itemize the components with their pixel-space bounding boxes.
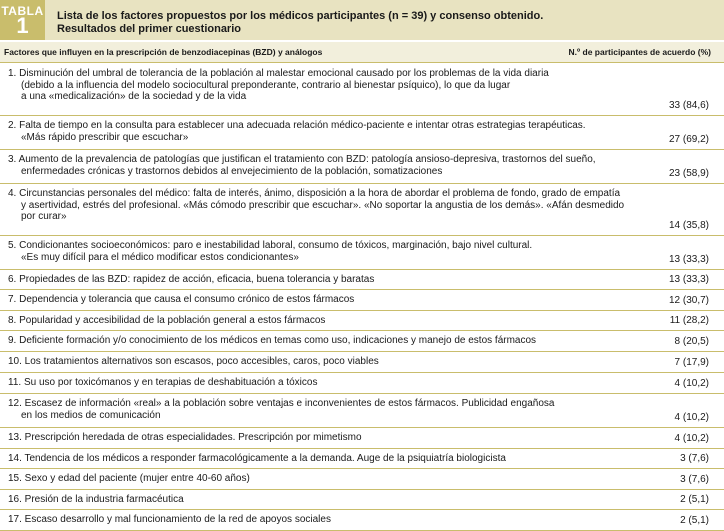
factor-text-line: «Es muy difícil para el médico modificar estos condicionantes»: [21, 251, 299, 263]
factor-text-line: 10. Los tratamientos alternativos son escasos, poco accesibles, caros, poco viables: [8, 356, 379, 367]
factor-text-line: (debido a la influencia del modelo sociocultural preponderante, contrario al bienestar psíquico), lo que da lugar: [21, 79, 511, 91]
participant-count: 11 (28,2): [669, 315, 709, 327]
factor-text: [8, 154, 596, 177]
participant-count: 7 (17,9): [674, 357, 709, 369]
factor-text-line: 3. Aumento de la prevalencia de patologías que justifican el tratamiento con BZD: patología ansioso-depresiva, trastornos del sueño,: [8, 154, 596, 165]
factor-text-line: 17. Escaso desarrollo y mal funcionamiento de la red de apoyos sociales: [8, 514, 331, 525]
table-row: [0, 352, 724, 373]
table-row: [0, 116, 724, 150]
participant-count: 8 (20,5): [674, 336, 709, 348]
participant-count: 2 (5,1): [680, 494, 709, 506]
participant-count: 3 (7,6): [680, 453, 709, 465]
participant-count: 12 (30,7): [668, 295, 709, 307]
factor-text-line: 16. Presión de la industria farmacéutica: [8, 494, 184, 505]
factor-text: [8, 377, 593, 389]
participant-count: 13 (33,3): [668, 274, 709, 286]
participant-count: 13 (33,3): [668, 254, 709, 266]
table-row: [0, 311, 724, 331]
table-title-line-2: Resultados del primer cuestionario: [57, 22, 241, 35]
factor-text-line: a una «medicalización» de la sociedad y de la vida: [21, 91, 247, 103]
factor-text: [8, 335, 593, 347]
table-label: TABLA: [1, 4, 44, 18]
factor-text-line: 14. Tendencia de los médicos a responder farmacológicamente a la demanda. Auge de la psiquiatría biologicista: [8, 453, 506, 464]
table-row: [0, 510, 724, 531]
factor-text-line: 2. Falta de tiempo en la consulta para establecer una adecuada relación médico-paciente e intentar otras estrategias terapéuticas.: [8, 120, 586, 131]
factor-text-line: 6. Propiedades de las BZD: rapidez de acción, eficacia, buena tolerancia y baratas: [8, 274, 375, 285]
factor-text: [8, 514, 593, 526]
factor-text-line: 7. Dependencia y tolerancia que causa el consumo crónico de estos fármacos: [8, 294, 355, 305]
table-row: [0, 428, 724, 449]
table-row: [0, 394, 724, 428]
factor-text: [8, 473, 593, 485]
participant-count: 27 (69,2): [668, 134, 709, 146]
factor-text-line: enfermedades crónicas y trastornos debidos al envejecimiento de la población, somatizaciones: [21, 165, 443, 177]
factor-text: [8, 356, 593, 368]
table-row: [0, 331, 724, 352]
table-row: [0, 236, 724, 270]
table-row: [0, 150, 724, 184]
table-row: [0, 373, 724, 394]
table-row: [0, 64, 724, 116]
factor-text-line: y asertividad, estrés del profesional. «Más cómodo prescribir que escuchar». «No soportar la angustia de los demás». «Afán desmedido: [21, 199, 625, 211]
table-row: [0, 490, 724, 510]
factor-text: [8, 274, 593, 286]
factor-text: [8, 294, 593, 306]
factor-text-line: en los medios de comunicación: [21, 409, 161, 421]
table-title: [57, 10, 707, 35]
factor-text: [8, 453, 593, 465]
factor-text-line: 12. Escasez de información «real» a la población sobre ventajas e inconvenientes de estos fármacos. Publicidad engañosa: [8, 398, 555, 409]
table-row: [0, 449, 724, 469]
table-number: 1: [16, 13, 29, 38]
participant-count: 3 (7,6): [680, 474, 709, 486]
participant-count: 33 (84,6): [668, 100, 709, 112]
factor-text: [8, 68, 593, 103]
factor-text: [8, 315, 593, 327]
table-label-box: [0, 0, 45, 40]
factor-text-line: 15. Sexo y edad del paciente (mujer entre 40-60 años): [8, 473, 250, 484]
factor-text-line: «Más rápido prescribir que escuchar»: [21, 131, 189, 143]
table-row: [0, 469, 724, 490]
factor-text: [8, 240, 593, 263]
table-body: [0, 64, 724, 531]
column-header-participants: N.º de participantes de acuerdo (%): [568, 47, 711, 57]
factor-text: [8, 188, 625, 223]
participant-count: 2 (5,1): [680, 515, 709, 527]
factor-text: [8, 494, 593, 506]
table-title-line-1: Lista de los factores propuestos por los médicos participantes (n = 39) y consenso obtenido.: [57, 10, 544, 22]
participant-count: 4 (10,2): [674, 433, 709, 445]
table-row: [0, 270, 724, 290]
factor-text: [8, 398, 593, 421]
factor-text-line: 9. Deficiente formación y/o conocimiento de los médicos en temas como uso, indicaciones y manejo de estos fármacos: [8, 335, 537, 346]
factor-text-line: 13. Prescripción heredada de otras especialidades. Prescripción por mimetismo: [8, 432, 362, 443]
factor-text-line: 5. Condicionantes socioeconómicos: paro e inestabilidad laboral, consumo de tóxicos, marginación, bajo nivel cultural.: [8, 240, 533, 251]
factor-text-line: 8. Popularidad y accesibilidad de la población general a estos fármacos: [8, 315, 326, 326]
participant-count: 4 (10,2): [674, 378, 709, 390]
participant-count: 4 (10,2): [674, 412, 709, 424]
participant-count: 14 (35,8): [668, 220, 709, 232]
participant-count: 23 (58,9): [668, 168, 709, 180]
factor-text: [8, 432, 593, 444]
column-header-row: [0, 42, 724, 63]
table-row: [0, 184, 724, 236]
table-title-band: [0, 0, 724, 40]
factor-text-line: 4. Circunstancias personales del médico: falta de interés, ánimo, disposición a la hora de abordar el problema de fondo, grado de empatía: [8, 188, 621, 199]
factor-text-line: por curar»: [21, 211, 67, 223]
factor-text-line: 1. Disminución del umbral de tolerancia de la población al malestar emocional causado por los problemas de la vida diaria: [8, 68, 549, 79]
factor-text: [8, 120, 593, 143]
column-header-factors: Factores que influyen en la prescripción de benzodiacepinas (BZD) y análogos: [4, 47, 323, 57]
factor-text-line: 11. Su uso por toxicómanos y en terapias de deshabituación a tóxicos: [8, 377, 318, 388]
table-row: [0, 290, 724, 311]
